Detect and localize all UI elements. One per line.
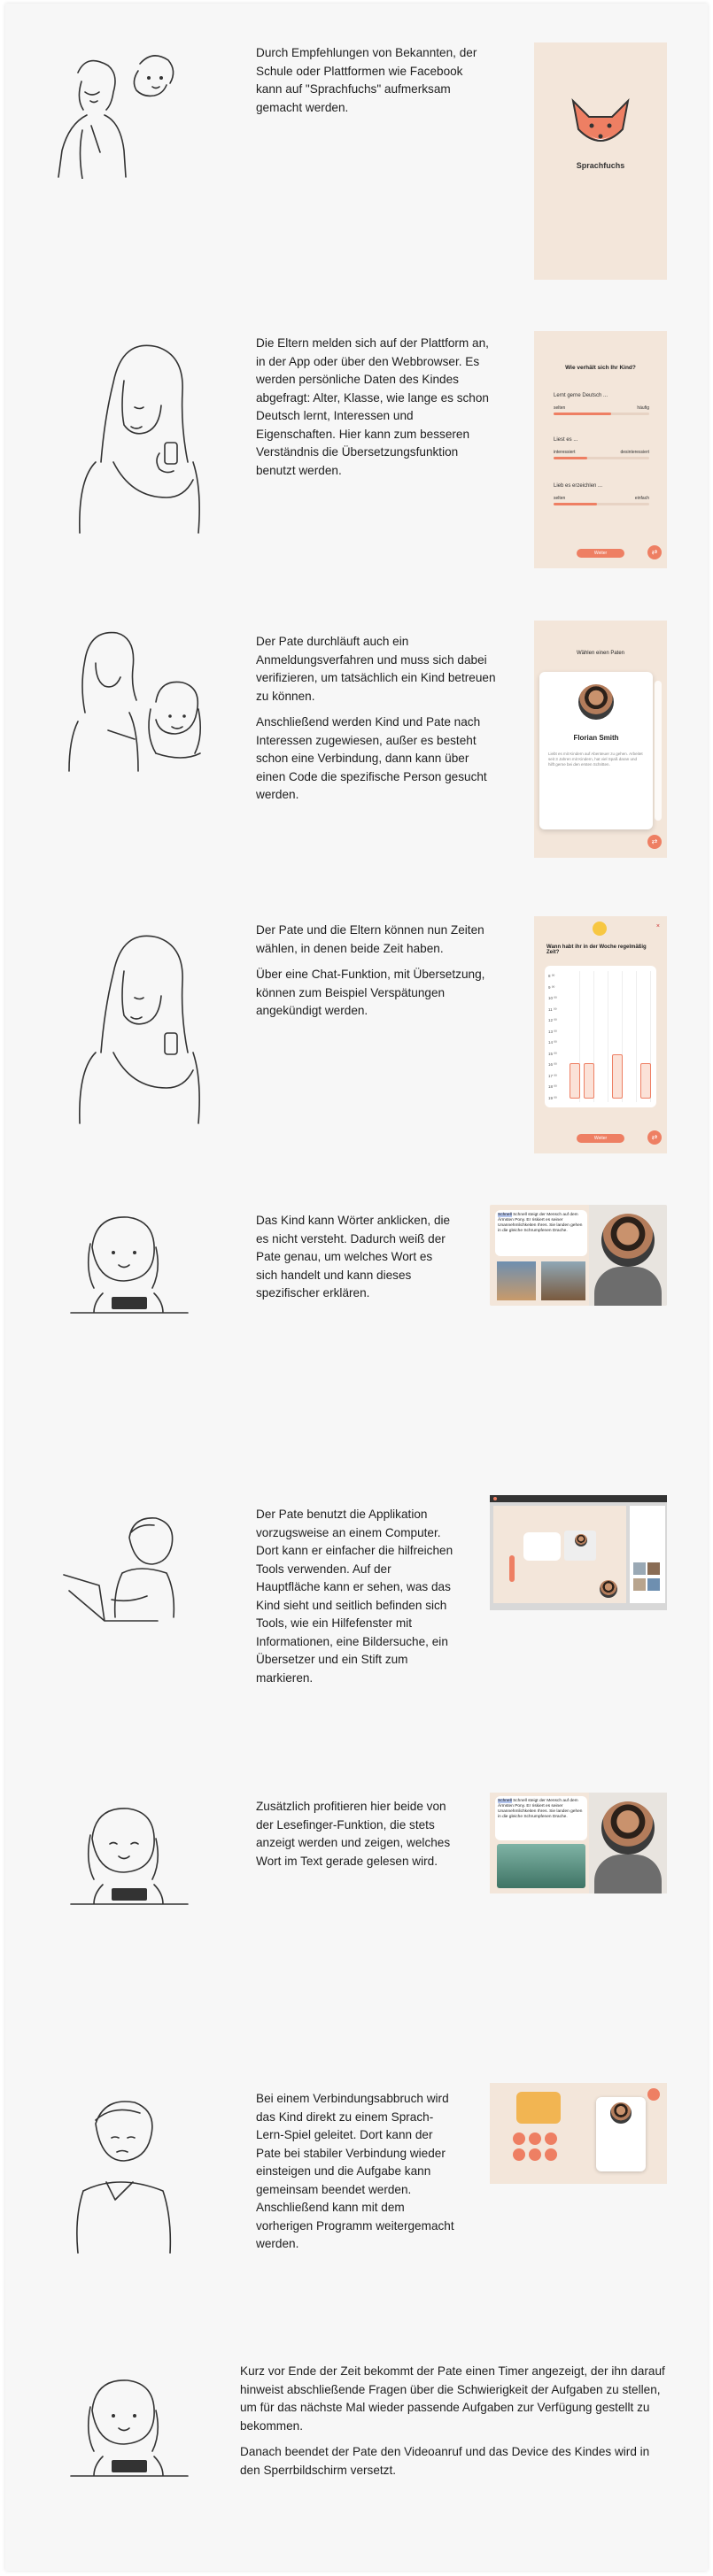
language-game-screenshot (490, 2083, 667, 2184)
child-reading-illustration (67, 1800, 191, 1915)
step-8-paragraph-1: Bei einem Verbindungsabbruch wird das Kind direkt zu einem Sprach-Lern-Spiel geleitet. Dort kann der Pate bei stabiler Verbindung wieder einsteigen und die Aufgabe kann gemeinsam beendet werden. Anschließend kann mit dem vorherigen Programm weitergemacht werden. (256, 2092, 454, 2250)
signup-form-screenshot (534, 331, 667, 568)
step-3-paragraph-1: Der Pate durchläuft auch ein Anmeldungsverfahren und muss sich dabei verifizieren, um tatsächlich ein Kind betreuen zu können. (256, 635, 496, 703)
step-5-paragraph-1: Das Kind kann Wörter anklicken, die es nicht versteht. Dadurch weiß der Pate genau, um welches Wort es sich handelt und kann dieses spezifischer erklären. (256, 1214, 451, 1300)
step-3 (5, 619, 708, 884)
schedule-screenshot (534, 916, 667, 1153)
hour-label: 17 ⁰⁰ (548, 1073, 557, 1078)
schedule-question: Wann habt ihr in der Woche regelmäßig Zeit? (546, 945, 647, 955)
signup-q1-low: selten (554, 405, 566, 411)
hour-label: 16 ⁰⁰ (548, 1062, 557, 1067)
signup-q3-low: selten (554, 496, 566, 501)
game-letter-button[interactable] (545, 2148, 557, 2161)
desktop-app-screenshot (490, 1495, 667, 1610)
translate-button[interactable] (647, 835, 662, 849)
game-letter-button[interactable] (529, 2133, 541, 2145)
step-2-paragraph-1: Die Eltern melden sich auf der Plattform an, in der App oder über den Webbrowser. Es werden persönliche Daten des Kindes abgefragt: Alter, Klasse, wie lange es schon Deutsch lernt, Interessen und Eigenschaften. Hier kann zum besseren Verständnis die Übersetzungsfunktion benutzt werden. (256, 336, 489, 477)
hour-label: 14 ⁰⁰ (548, 1040, 557, 1045)
image-search-result-2[interactable] (647, 1562, 660, 1575)
step-1-text (256, 44, 482, 125)
child-video-face (575, 1534, 587, 1546)
fox-logo-icon (568, 97, 633, 152)
step-9-paragraph-1: Kurz vor Ende der Zeit bekommt der Pate einen Timer angezeigt, der ihn darauf hinweist abschließende Fragen über die Schwierigkeit der Aufgaben zu stellen, um für das nächste Mal wieder passende Aufgaben zur Verfügung gestellt zu bekommen. (240, 2364, 665, 2433)
sponsor-avatar (578, 684, 614, 720)
step-7 (5, 1787, 708, 2017)
app-splash-screenshot (534, 42, 667, 280)
game-letter-button[interactable] (513, 2148, 525, 2161)
step-4-paragraph-1: Der Pate und die Eltern können nun Zeiten wählen, in denen beide Zeit haben. (256, 923, 484, 955)
schedule-next-button[interactable]: Weiter (577, 1134, 624, 1143)
brand-name: Sprachfuchs (576, 161, 625, 170)
translate-button[interactable] (647, 1130, 662, 1145)
step-5-text (256, 1212, 451, 1311)
signup-q2-label: Liest es ... (554, 437, 578, 443)
sponsor-thumbnail (600, 1580, 617, 1598)
signup-q1-high: häufig (637, 405, 649, 411)
step-3-text (256, 633, 500, 813)
image-search-result-3[interactable] (633, 1578, 646, 1591)
step-5 (5, 1203, 708, 1433)
reading-text-panel (495, 1796, 587, 1840)
signup-question: Wie verhält sich Ihr Kind? (565, 365, 636, 371)
match-header: Wählen einen Paten (576, 651, 625, 656)
sponsor-video-shoulders (594, 1267, 662, 1306)
hour-label: 9 ⁰⁰ (548, 984, 555, 990)
sponsor-and-child-illustration (58, 624, 218, 775)
step-1-paragraph-1: Durch Empfehlungen von Bekannten, der Schule oder Plattformen wie Facebook kann auf "Sprachfuchs" aufmerksam gemacht werden. (256, 46, 477, 114)
step-4-text (256, 922, 495, 1029)
reading-text-panel[interactable] (495, 1210, 587, 1256)
boy-connection-lost-illustration (57, 2094, 190, 2271)
hour-label: 11 ⁰⁰ (548, 1006, 557, 1012)
parent-scheduling-illustration (60, 920, 220, 1141)
step-9-text (240, 2363, 670, 2487)
week-calendar[interactable] (545, 966, 656, 1107)
game-letter-button[interactable] (513, 2133, 525, 2145)
step-9-paragraph-2: Danach beendet der Pate den Videoanruf und das Device des Kindes wird in den Sperrbildschirm versetzt. (240, 2445, 650, 2477)
sponsor-bio: Liebt es mit Kindern auf Abenteuer zu gehen. Arbeitet seit 3 Jahren mit Kindern, hat viel Spaß daran und hilft gerne bei den ersten Schritten. (548, 752, 643, 767)
signup-next-button[interactable]: Weiter (577, 549, 624, 558)
time-slot-tuesday[interactable] (584, 1063, 594, 1099)
reading-text: Schnell steigt der Mensch auf dem Ärmsten Pony. Er riskiert es seiner Unannehmlichkeiten Ihres. Sie landen gehen in die gleiche Schrumpfenen Drache. (498, 1213, 583, 1233)
hour-label: 15 ⁰⁰ (548, 1051, 557, 1056)
image-search-result-1[interactable] (633, 1562, 646, 1575)
translate-icon: ⇄ (651, 548, 658, 556)
time-slot-thursday[interactable] (612, 1054, 623, 1099)
story-illustration (497, 1844, 585, 1888)
hour-label: 19 ⁰⁰ (548, 1095, 557, 1100)
people-talking-illustration (43, 46, 202, 179)
signup-q3-high: einfach (634, 496, 649, 501)
story-image-1 (497, 1261, 536, 1300)
signup-q2-low: interessiert (554, 450, 576, 455)
sponsor-video-face (601, 1214, 655, 1267)
tools-sidebar (630, 1506, 665, 1603)
step-7-text (256, 1798, 451, 1878)
reading-finger-screenshot (490, 1793, 667, 1893)
step-2 (5, 322, 708, 588)
translate-button[interactable] (647, 2088, 660, 2101)
step-2-text (256, 335, 491, 488)
hour-label: 10 ⁰⁰ (548, 996, 557, 1000)
page-card (5, 4, 708, 2571)
hour-label: 12 ⁰⁰ (548, 1018, 557, 1022)
desktop-toolbar (490, 1495, 667, 1502)
step-8-text (256, 2090, 455, 2262)
step-7-paragraph-1: Zusätzlich profitieren hier beide von der Lesefinger-Funktion, die stets anzeigt werden und zeigen, welches Wort im Text gerade gelesen wird. (256, 1800, 451, 1868)
step-3-paragraph-2: Anschließend werden Kind und Pate nach Interessen zugewiesen, außer es besteht schon eine Verbindung, dann kann über einen Code die spezifische Person gesucht werden. (256, 715, 487, 801)
sponsor-video-face (601, 1801, 655, 1855)
reading-text: Schnell steigt der Mensch auf dem Ärmsten Pony. Er riskiert es seiner Unannehmlichkeiten Ihres. Sie landen gehen in die gleiche Schrumpfenen Drache. (498, 1799, 583, 1819)
sponsor-match-screenshot (534, 621, 667, 858)
game-letter-button[interactable] (545, 2133, 557, 2145)
signup-q3-slider[interactable] (554, 503, 649, 505)
step-9 (5, 2354, 708, 2557)
time-slot-saturday[interactable] (640, 1063, 651, 1099)
next-card-peek (655, 681, 662, 821)
sponsor-video (589, 1205, 667, 1306)
story-image-2 (541, 1261, 585, 1300)
sponsor-video (589, 1793, 667, 1893)
sponsor-popup-avatar (610, 2102, 632, 2124)
signup-q2-high: desinteressiert (620, 450, 649, 455)
step-4 (5, 911, 708, 1176)
signup-q3-label: Lieb es erzeichlen ... (554, 483, 603, 489)
close-icon[interactable]: × (655, 923, 660, 929)
child-view-text (523, 1532, 561, 1561)
child-session-end-illustration (67, 2372, 191, 2487)
clicked-word[interactable]: Schnell (498, 1213, 512, 1217)
signup-q1-label: Lernt gerne Deutsch ... (554, 393, 608, 398)
sponsor-popup (596, 2097, 646, 2171)
translate-button[interactable] (647, 545, 662, 559)
record-icon[interactable] (493, 1497, 497, 1500)
hour-label: 13 ⁰⁰ (548, 1029, 557, 1034)
sponsor-card[interactable] (539, 672, 653, 829)
translate-icon: ⇄ (651, 837, 658, 845)
step-8 (5, 2079, 708, 2345)
translate-icon: ⇄ (651, 1133, 658, 1141)
hour-label: 18 ⁰⁰ (548, 1084, 557, 1089)
user-avatar-icon (593, 922, 607, 936)
image-search-result-4[interactable] (647, 1578, 660, 1591)
game-letter-button[interactable] (529, 2148, 541, 2161)
signup-q1-slider[interactable] (554, 413, 649, 415)
step-6 (5, 1495, 708, 1761)
hour-label: 8 ⁰⁰ (548, 974, 555, 978)
step-4-paragraph-2: Über eine Chat-Funktion, mit Übersetzung, können zum Beispiel Verspätungen angekündigt werden. (256, 968, 485, 1017)
parent-with-phone-illustration (60, 329, 220, 551)
signup-q2-slider[interactable] (554, 457, 649, 459)
sponsor-name: Florian Smith (573, 734, 619, 742)
step-6-paragraph-1: Der Pate benutzt die Applikation vorzugsweise an einem Computer. Dort kann er einfacher die hilfreichen Tools verwenden. Auf der Hauptfläche kann er sehen, was das Kind sieht und seitlich befinden sich Tools, wie ein Hilfefenster mit Informationen, eine Bildersuche, ein Übersetzer und ein Stift zum markieren. (256, 1508, 453, 1685)
child-with-tablet-illustration (67, 1208, 191, 1323)
sponsor-video-shoulders (594, 1855, 662, 1893)
reading-session-screenshot (490, 1205, 667, 1306)
time-slot-monday[interactable] (570, 1063, 580, 1099)
side-tool-icon[interactable] (509, 1555, 515, 1582)
sponsor-at-laptop-illustration (60, 1511, 202, 1635)
reading-finger-word: Schnell (498, 1799, 512, 1803)
step-1 (5, 30, 708, 296)
step-6-text (256, 1506, 455, 1695)
game-cheese-image (516, 2092, 561, 2124)
